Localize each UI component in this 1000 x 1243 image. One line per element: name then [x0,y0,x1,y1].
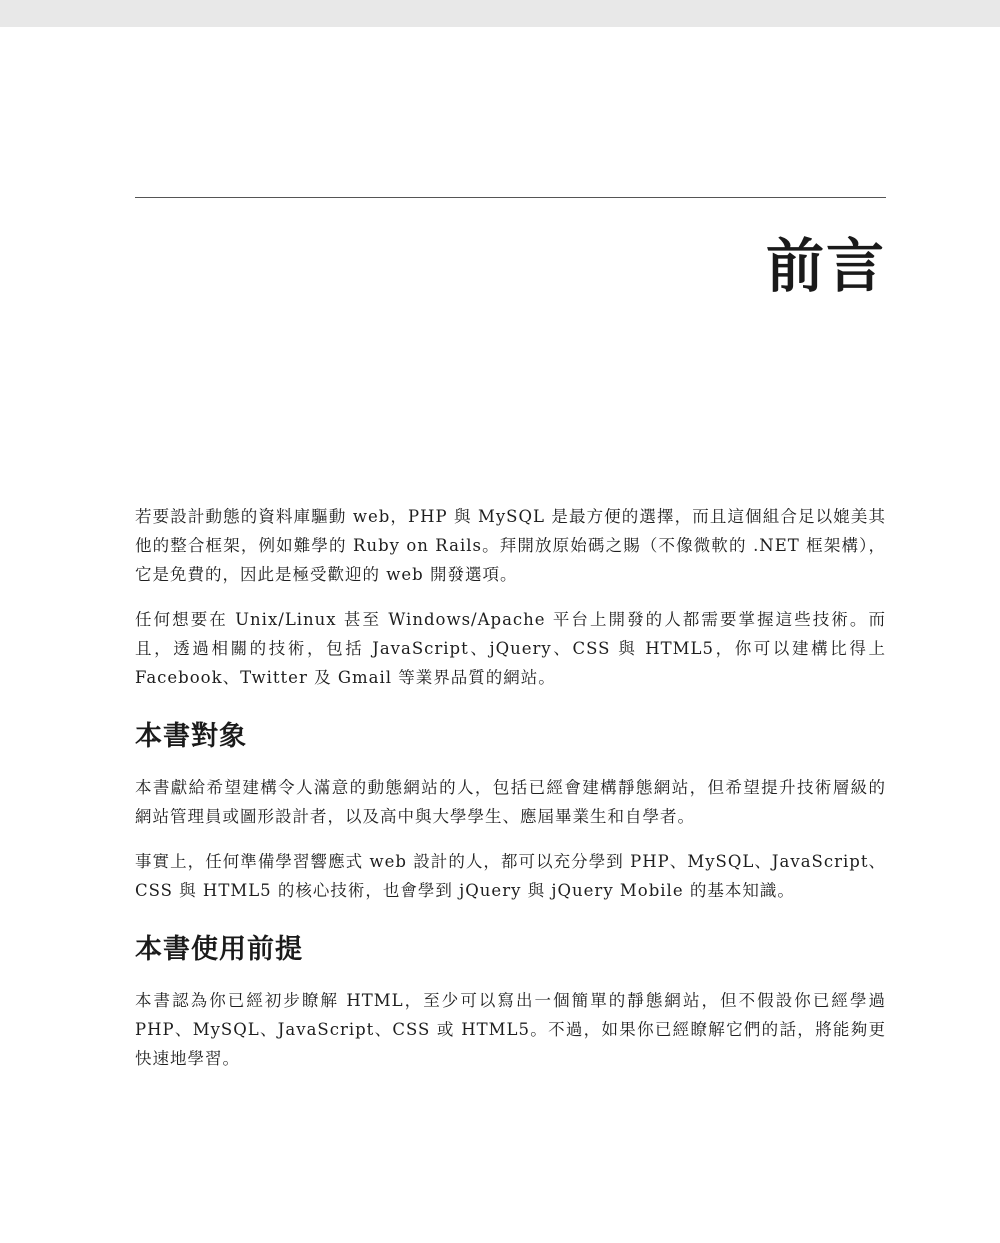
intro-paragraph-1: 若要設計動態的資料庫驅動 web，PHP 與 MySQL 是最方便的選擇，而且這個組合足以媲美其他的整合框架，例如難學的 Ruby on Rails。拜開放原始碼之賜（不像微軟的 .NET 框架構），它是免費的，因此是極受歡迎的 web 開發選項。 [135,507,886,584]
intro-paragraph-2: 任何想要在 Unix/Linux 甚至 Windows/Apache 平台上開發的人都需要掌握這些技術。而且，透過相關的技術，包括 JavaScript、jQuery、CSS 與 HTML5，你可以建構比得上 Facebook、Twitter 及 Gmail 等業界品質的網站。 [135,610,886,687]
section-heading-prerequisites: 本書使用前提 [135,934,303,965]
prerequisites-paragraph-1: 本書認為你已經初步瞭解 HTML，至少可以寫出一個簡單的靜態網站，但不假設你已經學過 PHP、MySQL、JavaScript、CSS 或 HTML5。不過，如果你已經瞭解它們的話，將能夠更快速地學習。 [135,991,886,1068]
top-margin-band [0,0,1000,27]
section-heading-audience: 本書對象 [135,721,247,752]
page-body [135,502,886,1089]
audience-paragraph-1: 本書獻給希望建構令人滿意的動態網站的人，包括已經會建構靜態網站，但希望提升技術層級的網站管理員或圖形設計者，以及高中與大學學生、應屆畢業生和自學者。 [135,778,886,826]
chapter-rule [135,197,886,198]
chapter-title: 前言 [765,232,886,300]
audience-paragraph-2: 事實上，任何準備學習響應式 web 設計的人，都可以充分學到 PHP、MySQL、JavaScript、CSS 與 HTML5 的核心技術，也會學到 jQuery 與 jQuery Mobile 的基本知識。 [135,852,886,900]
